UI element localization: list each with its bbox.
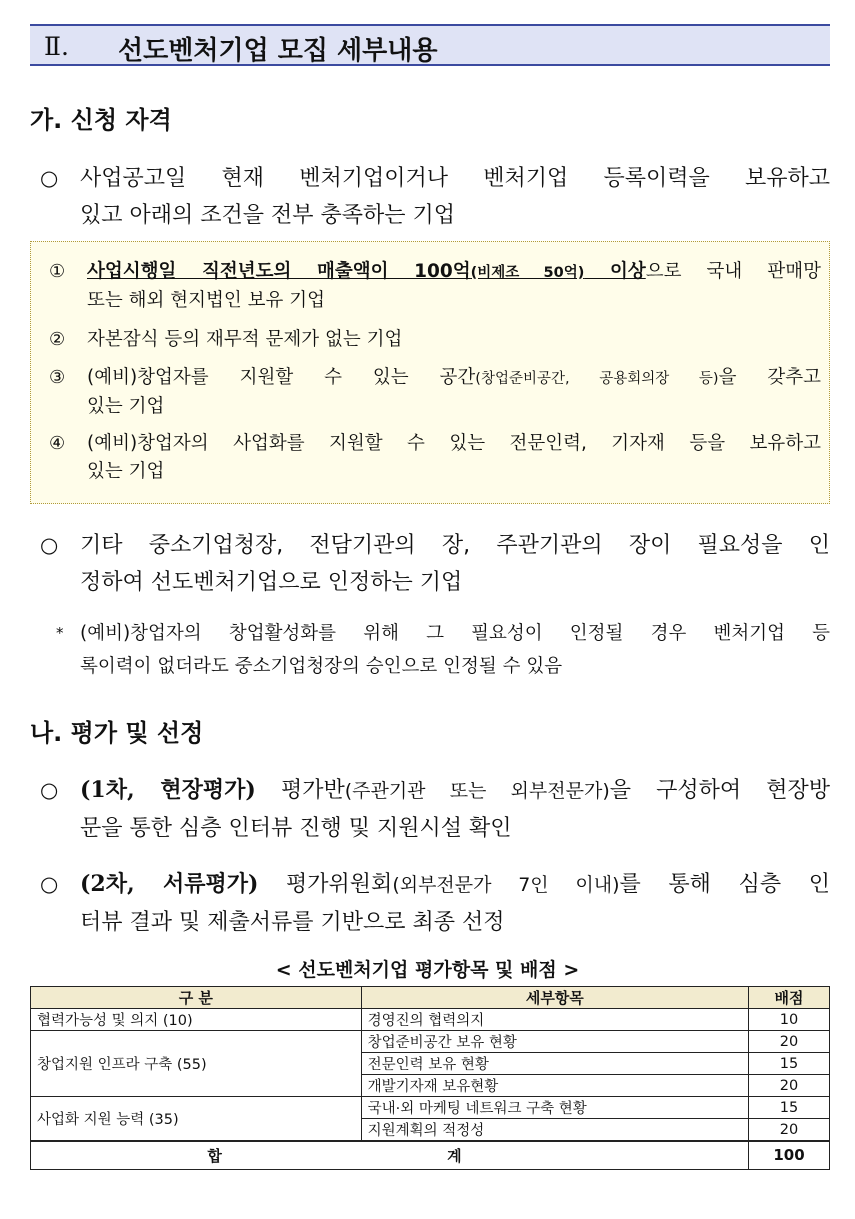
detail-cell: 전문인력 보유 현황	[361, 1053, 748, 1075]
score-cell: 10	[749, 1009, 830, 1031]
note-line: (예비)창업자의 창업활성화를 위해 그 필요성이 인정될 경우 벤처기업 등	[80, 623, 830, 644]
table-row	[31, 1031, 830, 1053]
asterisk-icon: *	[56, 624, 64, 642]
header-category: 구 분	[31, 987, 362, 1009]
eligibility-note	[56, 617, 830, 683]
section-title-bar	[30, 24, 830, 66]
bullet-circle-icon: ○	[40, 778, 59, 802]
requirement-text: 있는 기업	[87, 396, 165, 417]
score-cell: 20	[749, 1119, 830, 1142]
detail-cell: 지원계획의 적정성	[361, 1119, 748, 1142]
bullet-circle-icon: ○	[40, 872, 59, 896]
requirement-small-text: (창업준비공간, 공용회의장 등)	[475, 371, 719, 387]
score-cell: 15	[749, 1097, 830, 1119]
bullet-line: 터뷰 결과 및 제출서류를 기반으로 최종 선정	[80, 910, 505, 935]
bullet-line: 문을 통한 심층 인터뷰 진행 및 지원시설 확인	[80, 816, 512, 841]
total-score: 100	[749, 1141, 830, 1169]
table-caption: < 선도벤처기업 평가항목 및 배점 >	[275, 959, 580, 981]
score-cell: 20	[749, 1075, 830, 1097]
bullet-line: 정하여 선도벤처기업으로 인정하는 기업	[80, 570, 463, 595]
requirements-box	[30, 241, 830, 504]
category-cell: 협력가능성 및 의지 (10)	[31, 1009, 362, 1031]
circled-number: ①	[49, 261, 66, 282]
category-cell: 사업화 지원 능력 (35)	[31, 1097, 362, 1142]
detail-cell: 국내·외 마케팅 네트워크 구축 현황	[361, 1097, 748, 1119]
category-cell: 창업지원 인프라 구축 (55)	[31, 1031, 362, 1097]
requirement-text: (예비)창업자의 사업화를 지원할 수 있는 전문인력, 기자재 등을 보유하고	[87, 433, 821, 454]
requirement-emphasis: 사업시행일 직전년도의 매출액이 100억(비제조 50억) 이상	[87, 261, 646, 282]
bullet-line: 기타 중소기업청장, 전담기관의 장, 주관기관의 장이 필요성을 인	[80, 533, 830, 558]
heading-eligibility: 가. 신청 자격	[30, 106, 172, 134]
bullet-line: 사업공고일 현재 벤처기업이거나 벤처기업 등록이력을 보유하고	[80, 166, 830, 191]
header-score: 배점	[749, 987, 830, 1009]
evaluation-score-table	[30, 986, 830, 1170]
circled-number: ③	[49, 367, 66, 388]
detail-cell: 개발기자재 보유현황	[361, 1075, 748, 1097]
requirement-text: 있는 기업	[87, 461, 165, 482]
bullet-line: 있고 아래의 조건을 전부 충족하는 기업	[80, 203, 455, 228]
detail-cell: 경영진의 협력의지	[361, 1009, 748, 1031]
note-line: 록이력이 없더라도 중소기업청장의 승인으로 인정될 수 있음	[80, 656, 563, 677]
requirement-text: 자본잠식 등의 재무적 문제가 없는 기업	[87, 329, 403, 350]
requirement-text: 을 갖추고	[718, 367, 821, 388]
table-header-row	[31, 987, 830, 1009]
bullet-circle-icon: ○	[40, 533, 59, 557]
section-title: 선도벤처기업 모집 세부내용	[118, 36, 438, 66]
requirement-text: (예비)창업자를 지원할 수 있는 공간	[87, 367, 476, 388]
requirement-text: 으로 국내 판매망	[645, 261, 821, 282]
total-label: 합 계	[31, 1141, 749, 1169]
eligibility-bullet-1	[40, 160, 830, 234]
evaluation-stage-label: (1차, 현장평가)	[80, 777, 256, 803]
circled-number: ④	[49, 433, 66, 454]
score-cell: 15	[749, 1053, 830, 1075]
eligibility-bullet-2	[40, 527, 830, 601]
section-number: Ⅱ.	[44, 32, 69, 61]
table-row	[31, 1009, 830, 1031]
header-detail: 세부항목	[361, 987, 748, 1009]
detail-cell: 창업준비공간 보유 현황	[361, 1031, 748, 1053]
evaluation-bullet-1: ○ (1차, 현장평가) 평가반(주관기관 또는 외부전문가)을 구성하여 현장방 문을 통한 심층 인터뷰 진행 및 지원시설 확인	[40, 772, 830, 846]
score-cell: 20	[749, 1031, 830, 1053]
evaluation-stage-label: (2차, 서류평가)	[80, 871, 259, 897]
circled-number: ②	[49, 329, 66, 350]
table-row	[31, 1097, 830, 1119]
table-total-row	[31, 1141, 830, 1169]
bullet-circle-icon: ○	[40, 166, 59, 190]
evaluation-bullet-2: ○ (2차, 서류평가) 평가위원회(외부전문가 7인 이내)를 통해 심층 인 터뷰 결과 및 제출서류를 기반으로 최종 선정	[40, 866, 830, 940]
requirement-text: 또는 해외 현지법인 보유 기업	[87, 290, 325, 311]
heading-evaluation: 나. 평가 및 선정	[30, 719, 204, 747]
